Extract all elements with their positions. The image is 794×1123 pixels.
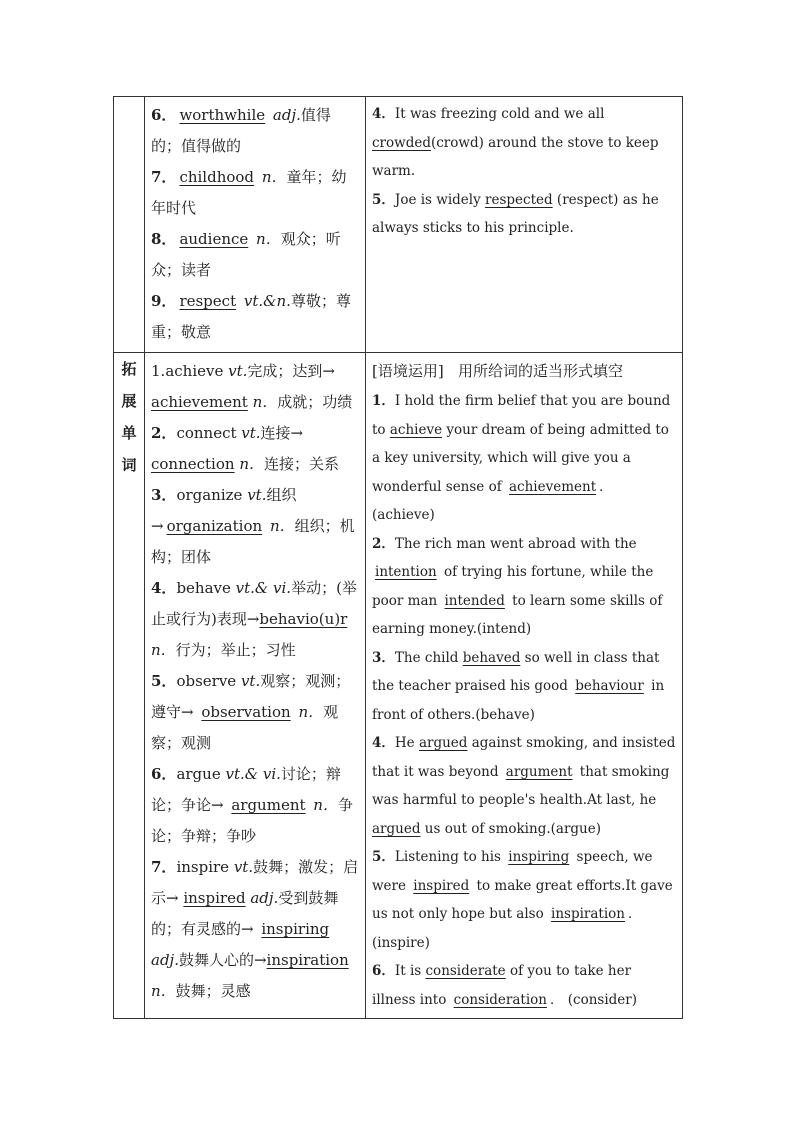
item-number: 5． [151,672,177,690]
definition: 鼓舞人心的→ [178,951,267,969]
headword: achieve [165,362,229,380]
item-number: 8． [151,230,177,248]
label-char: 展 [121,392,137,410]
list-item [151,286,359,348]
answer-blank: considerate [425,963,506,979]
exercise-sentence [372,186,676,243]
part-of-speech: vt.& vi. [225,765,281,783]
definition: 行为；举止；习性 [175,641,296,659]
list-item [151,162,359,224]
item-number: 4． [372,735,395,751]
exercise-sentence [372,530,676,644]
item-number: 2． [372,535,395,552]
part-of-speech: n． [298,703,324,721]
answer-blank: inspired [413,877,470,894]
answer-blank: audience [179,230,249,248]
sentence-text: Listening to his [394,849,506,865]
sentence-text: to make great efforts.It gave us not only hope but also [372,877,673,922]
item-number: 4． [151,579,177,597]
sentence-text: He [394,735,419,751]
headword: argue [176,765,226,783]
word-list-cell [145,97,366,353]
answer-blank: argued [418,735,468,751]
list-item [151,480,359,573]
exercise-sentence [372,957,676,1014]
definition: 讨论；辩论；争论→ [151,765,341,814]
answer-blank: argued [372,820,421,837]
part-of-speech: vt.&n. [243,292,291,310]
part-of-speech: vt.& vi. [235,579,292,597]
part-of-speech: n． [313,796,338,814]
part-of-speech: n． [252,393,278,411]
sentence-text: of trying his fortune, while the poor man [372,564,654,609]
list-item [151,356,359,418]
definition: 组织；机构；团体 [151,517,355,566]
part-of-speech: n． [269,517,295,535]
answer-blank: inspiration [551,906,625,922]
headword: observe [176,672,241,690]
definition: 受到鼓舞的；有灵感的→ [151,889,339,938]
section-tag: [语境运用] [372,362,444,380]
part-of-speech: n． [261,168,287,186]
list-item [151,759,359,852]
sentence-text: of you to take her illness into [372,963,632,1008]
sentence-text: I hold the firm belief that you are bound to [372,393,671,438]
part-of-speech: vt. [241,424,261,442]
definition: 完成；达到→ [247,362,335,380]
answer-blank: intended [444,592,505,609]
item-number: 6． [372,963,395,979]
part-of-speech: adj. [151,951,179,969]
list-item [151,666,359,759]
answer-blank: intention [375,564,437,580]
definition: 鼓舞；灵感 [175,982,251,1000]
answer-blank: behaviour [575,678,644,694]
vocabulary-table [113,96,683,1019]
definition: 组织→ [151,486,297,535]
list-item [151,852,359,1007]
list-item [151,573,359,666]
exercise-sentence [372,100,676,186]
answer-blank: inspiring [261,920,330,938]
sentence-text: against smoking, and insisted that it was beyond [372,735,676,780]
exercise-sentence [372,843,676,957]
label-char: 词 [121,456,137,474]
definition: 成就；功绩 [277,393,353,411]
part-of-speech: adj. [250,889,279,907]
label-char: 拓 [121,360,137,378]
part-of-speech: vt. [233,858,254,876]
item-number: 3． [372,649,395,666]
answer-blank: behaved [462,649,521,666]
answer-blank: achievement [151,393,248,411]
sentence-text: ． (inspire) [372,906,642,951]
sentence-text: us out of smoking.(argue) [420,820,601,837]
headword: inspire [176,858,234,876]
exercise-sentence [372,644,676,730]
exercise-cell [366,97,683,353]
answer-blank: crowded [372,134,431,151]
definition: 尊敬；尊重；敬意 [151,292,351,341]
side-cell-empty [114,97,145,353]
part-of-speech: vt. [240,672,261,690]
item-number: 5． [372,849,395,865]
definition: 观察；观测；遵守→ [151,672,351,721]
sentence-text: to learn some skills of earning money.(intend) [372,592,663,637]
answer-blank: behavio(u)r [259,610,348,628]
definition: 连接→ [260,424,304,442]
definition: 鼓舞；激发；启示→ [151,858,359,907]
context-exercise-cell [366,353,683,1019]
sentence-text: The child [394,649,463,666]
item-number: 1. [151,362,166,380]
word-family-cell [145,353,366,1019]
item-number: 7． [151,168,177,186]
definition: 观众；听众；读者 [151,230,341,279]
list-item [151,224,359,286]
sentence-text: ． (achieve) [372,478,613,523]
exercise-sentence [372,387,676,530]
sentence-text: (respect) as he always sticks to his principle. [372,191,659,236]
answer-blank: observation [201,703,291,721]
item-number: 9． [151,292,177,310]
answer-blank: worthwhile [179,106,266,124]
sentence-text: (crowd) around the stove to keep warm. [372,134,659,179]
sentence-text: ． (consider) [549,991,638,1008]
sentence-text: Joe is widely [394,191,486,208]
list-item [151,100,359,162]
item-number: 2． [151,424,177,442]
answer-blank: respected [485,191,553,208]
definition: 连接；关系 [264,455,340,473]
section-label [114,353,144,481]
answer-blank: respect [179,292,237,310]
item-number: 1． [372,393,395,409]
definition: 争论；争辩；争吵 [151,796,353,845]
item-number: 7． [151,858,177,876]
side-label-cell [114,353,145,1019]
part-of-speech: n． [151,982,176,1000]
answer-blank: childhood [179,168,255,186]
sentence-text: The rich man went abroad with the [394,535,637,552]
answer-blank: argument [231,796,306,814]
definition: 观察；观测 [151,703,339,752]
answer-blank: argument [505,763,573,780]
sentence-text: in front of others.(behave) [372,678,665,723]
item-number: 4． [372,106,395,122]
list-item [151,418,359,480]
item-number: 3． [151,486,177,504]
answer-blank: organization [166,517,263,535]
instruction-text: 用所给词的适当形式填空 [458,362,624,380]
sentence-text: your dream of being admitted to a key university, which will give you a wonderful sense of [372,421,669,495]
part-of-speech: n． [239,455,265,473]
answer-blank: consideration [453,991,547,1008]
answer-blank: achievement [509,478,597,495]
sentence-text: It was freezing cold and we all [394,106,605,122]
answer-blank: connection [151,455,235,473]
part-of-speech: n． [256,230,281,248]
part-of-speech: adj. [272,106,301,124]
definition: 童年；幼年时代 [151,168,347,217]
item-number: 5． [372,191,395,208]
item-number: 6． [151,106,177,124]
headword: organize [176,486,248,504]
exercise-sentence [372,729,676,843]
answer-blank: achieve [389,421,443,438]
answer-blank: inspiring [508,849,570,865]
part-of-speech: vt. [247,486,267,504]
part-of-speech: vt. [228,362,248,380]
sentence-text: so well in class that the teacher praised his good [372,649,660,694]
exercise-heading [372,356,676,387]
headword: behave [176,579,236,597]
headword: connect [176,424,242,442]
sentence-text: speech, we were [372,849,653,894]
table-row [114,97,683,353]
sentence-text: It is [394,963,426,979]
definition: 举动；(举止或行为)表现→ [151,579,357,628]
answer-blank: inspiration [266,951,349,969]
definition: 值得的；值得做的 [151,106,331,155]
sentence-text: that smoking was harmful to people's health.At last, he [372,763,670,808]
item-number: 6． [151,765,177,783]
table-row [114,353,683,1019]
part-of-speech: n． [151,641,176,659]
label-char: 单 [121,424,137,442]
answer-blank: inspired [183,889,246,907]
